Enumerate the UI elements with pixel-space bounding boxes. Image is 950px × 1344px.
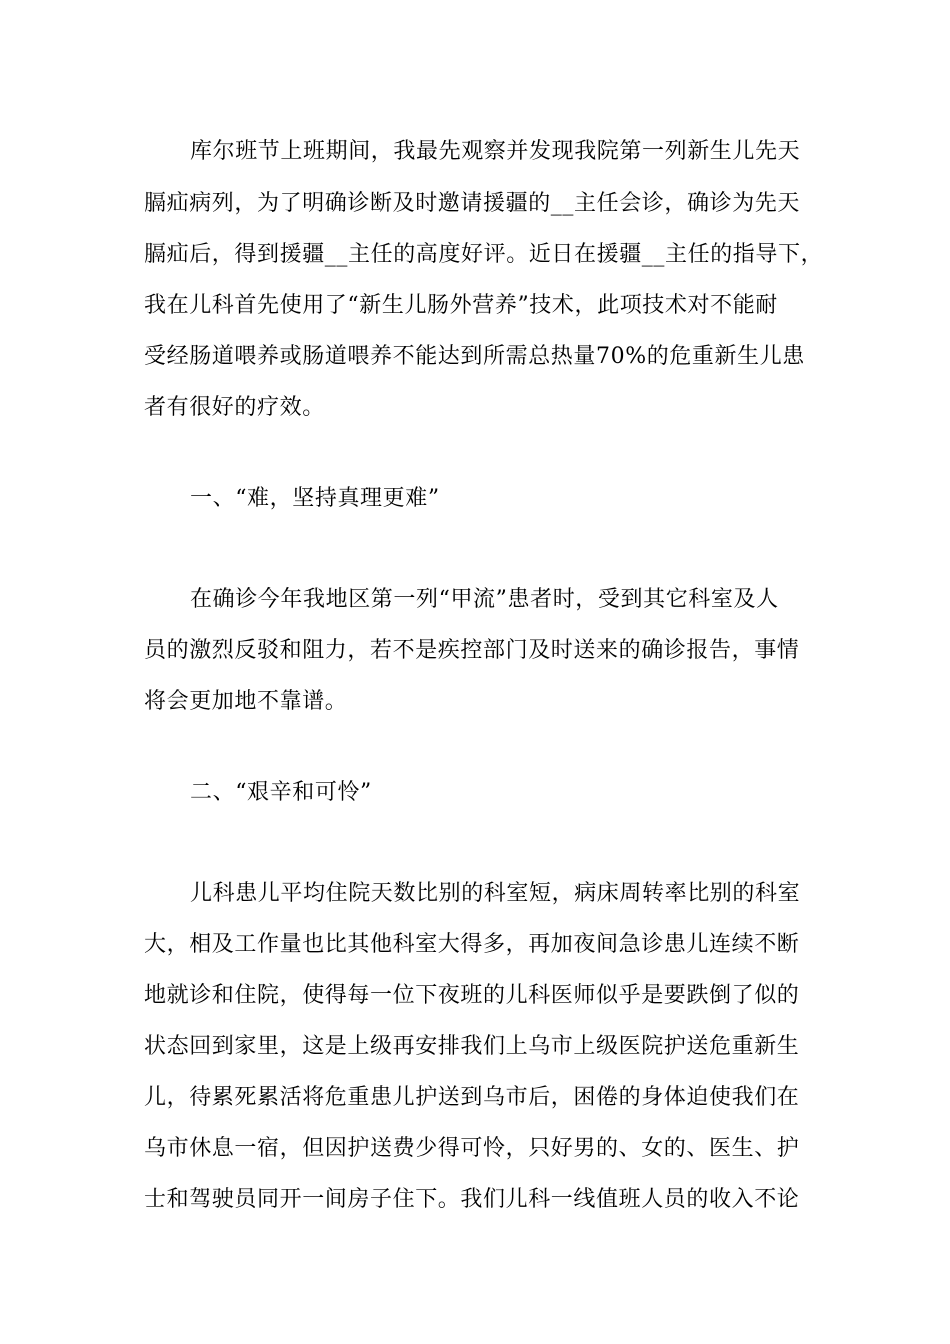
paragraph-line: 地就诊和住院，使得每一位下夜班的儿科医师似乎是要跌倒了似的	[144, 983, 800, 1008]
paragraph-line: 库尔班节上班期间，我最先观察并发现我院第一列新生儿先天	[190, 139, 801, 164]
paragraph-line: 膈疝后，得到援疆__主任的高度好评。近日在援疆__主任的指导下，	[144, 242, 824, 267]
paragraph-line: 受经肠道喂养或肠道喂养不能达到所需总热量70%的危重新生儿患	[144, 344, 805, 369]
paragraph-line: 将会更加地不靠谱。	[144, 689, 348, 714]
paragraph-line: 者有很好的疗效。	[144, 395, 325, 420]
paragraph-line: 在确诊今年我地区第一列“甲流”患者时，受到其它科室及人	[190, 587, 779, 612]
section-heading: 二、“艰辛和可怜”	[190, 780, 372, 805]
paragraph-line: 状态回到家里，这是上级再安排我们上乌市上级医院护送危重新生	[144, 1034, 800, 1059]
section-heading: 一、“难，坚持真理更难”	[190, 486, 440, 511]
paragraph-line: 我在儿科首先使用了“新生儿肠外营养”技术，此项技术对不能耐	[144, 293, 778, 318]
paragraph-line: 大，相及工作量也比其他科室大得多，再加夜间急诊患儿连续不断	[144, 932, 800, 957]
paragraph-line: 乌市休息一宿，但因护送费少得可怜，只好男的、女的、医生、护	[144, 1136, 800, 1161]
paragraph-line: 士和驾驶员同开一间房子住下。我们儿科一线值班人员的收入不论	[144, 1187, 800, 1212]
paragraph-line: 员的激烈反驳和阻力，若不是疾控部门及时送来的确诊报告，事情	[144, 638, 800, 663]
paragraph-line: 儿科患儿平均住院天数比别的科室短，病床周转率比别的科室	[190, 881, 801, 906]
paragraph-line: 膈疝病列，为了明确诊断及时邀请援疆的__主任会诊，确诊为先天	[144, 191, 801, 216]
paragraph-line: 儿，待累死累活将危重患儿护送到乌市后，困倦的身体迫使我们在	[144, 1085, 800, 1110]
